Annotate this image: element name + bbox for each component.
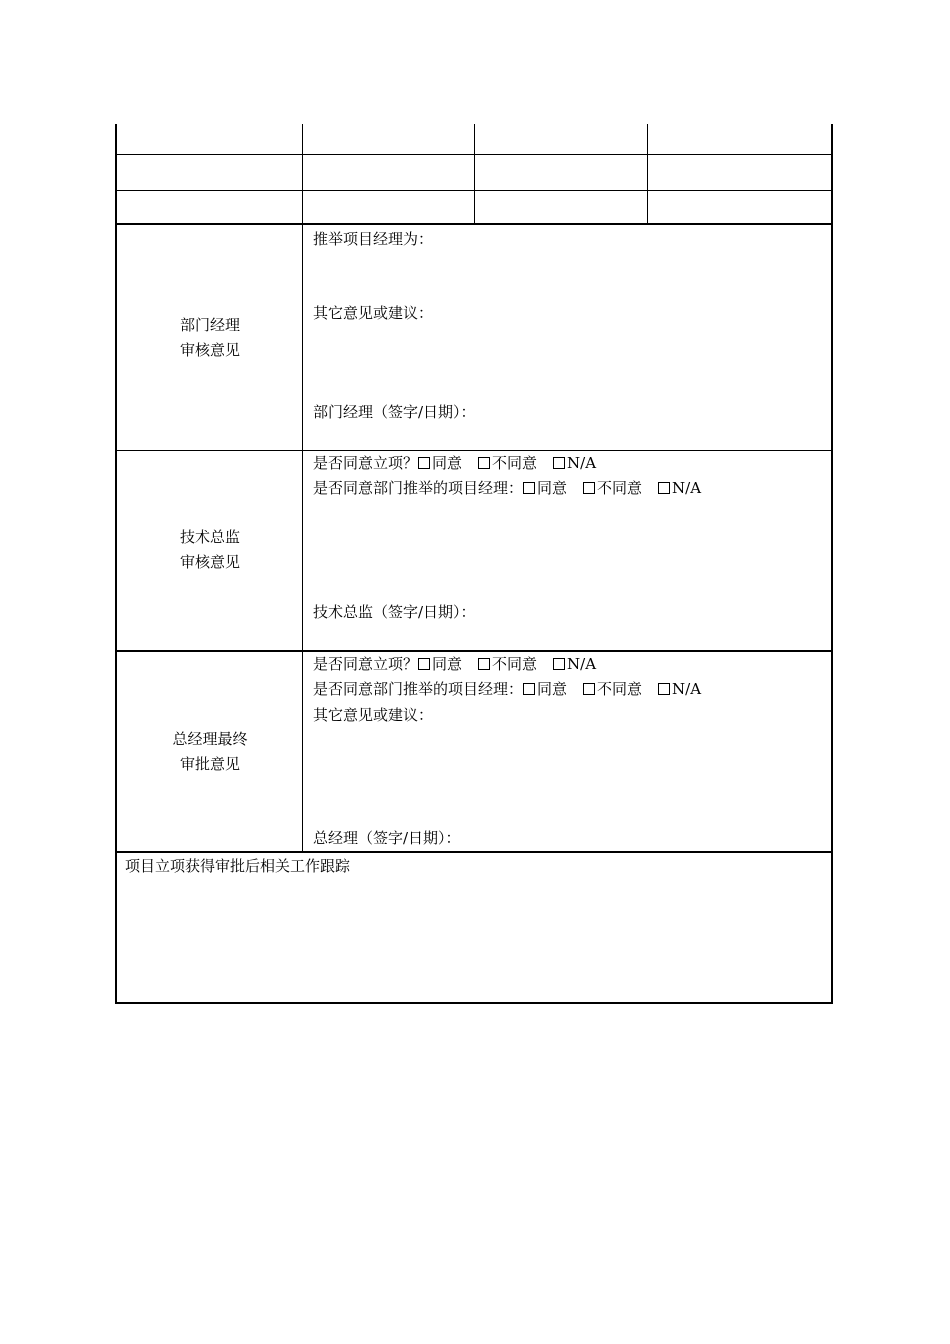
top-grid-cell[interactable]	[648, 191, 833, 223]
na-option[interactable]: N/A	[553, 655, 596, 673]
top-grid-cell[interactable]	[117, 124, 302, 154]
gm-other-opinion-prompt: 其它意见或建议：	[313, 706, 434, 724]
top-grid-cell[interactable]	[117, 191, 302, 223]
general-manager-label	[117, 727, 303, 777]
checkbox-icon[interactable]	[478, 457, 490, 469]
agree-option[interactable]: 同意	[523, 479, 567, 497]
na-option[interactable]: N/A	[553, 454, 596, 472]
top-grid-cell[interactable]	[303, 191, 474, 223]
na-option[interactable]: N/A	[658, 680, 701, 698]
checkbox-icon[interactable]	[523, 482, 535, 494]
agree-option[interactable]: 同意	[418, 454, 462, 472]
general-manager-label-line1: 总经理最终	[172, 730, 248, 748]
question-text: 是否同意立项？	[313, 454, 419, 472]
checkbox-icon[interactable]	[553, 457, 565, 469]
checkbox-icon[interactable]	[418, 658, 430, 670]
top-grid-cell[interactable]	[475, 155, 647, 190]
checkbox-icon[interactable]	[553, 658, 565, 670]
tech-director-label-line2: 审核意见	[179, 553, 240, 571]
dept-manager-label-line1: 部门经理	[179, 316, 240, 334]
tech-director-label	[117, 525, 303, 575]
agree-option[interactable]: 同意	[523, 680, 567, 698]
dept-manager-label-line2: 审核意见	[179, 341, 240, 359]
checkbox-icon[interactable]	[658, 482, 670, 494]
tracking-content-area[interactable]	[117, 880, 831, 1000]
gm-pm-approval-question	[313, 680, 717, 698]
checkbox-icon[interactable]	[658, 683, 670, 695]
top-grid-cell[interactable]	[475, 124, 647, 154]
disagree-option[interactable]: 不同意	[583, 680, 642, 698]
other-opinion-prompt: 其它意见或建议：	[313, 304, 434, 322]
question-text: 是否同意部门推举的项目经理：	[313, 479, 524, 497]
tracking-title: 项目立项获得审批后相关工作跟踪	[125, 857, 351, 875]
checkbox-icon[interactable]	[583, 683, 595, 695]
section-divider	[117, 851, 831, 853]
recommend-pm-prompt: 推举项目经理为：	[313, 230, 434, 248]
checkbox-icon[interactable]	[583, 482, 595, 494]
checkbox-icon[interactable]	[523, 683, 535, 695]
tech-project-approval-question	[313, 454, 612, 472]
disagree-option[interactable]: 不同意	[478, 454, 537, 472]
top-grid-cell[interactable]	[648, 155, 833, 190]
top-grid-cell[interactable]	[117, 155, 302, 190]
tech-director-signature[interactable]: 技术总监（签字/日期）：	[313, 603, 476, 621]
top-grid-cell[interactable]	[475, 191, 647, 223]
top-grid-cell[interactable]	[648, 124, 833, 154]
dept-manager-label	[117, 313, 303, 363]
tech-pm-approval-question	[313, 479, 717, 497]
checkbox-icon[interactable]	[478, 658, 490, 670]
section-divider	[117, 650, 831, 652]
checkbox-icon[interactable]	[418, 457, 430, 469]
general-manager-label-line2: 审批意见	[179, 755, 240, 773]
agree-option[interactable]: 同意	[418, 655, 462, 673]
na-option[interactable]: N/A	[658, 479, 701, 497]
question-text: 是否同意部门推举的项目经理：	[313, 680, 524, 698]
dept-manager-signature[interactable]: 部门经理（签字/日期）：	[313, 403, 476, 421]
question-text: 是否同意立项？	[313, 655, 419, 673]
disagree-option[interactable]: 不同意	[478, 655, 537, 673]
tech-director-label-line1: 技术总监	[179, 528, 240, 546]
gm-project-approval-question	[313, 655, 612, 673]
top-grid-cell[interactable]	[303, 124, 474, 154]
disagree-option[interactable]: 不同意	[583, 479, 642, 497]
general-manager-signature[interactable]: 总经理（签字/日期）：	[313, 829, 461, 847]
top-grid-cell[interactable]	[303, 155, 474, 190]
approval-form-table	[115, 124, 833, 1004]
section-divider	[117, 450, 831, 451]
